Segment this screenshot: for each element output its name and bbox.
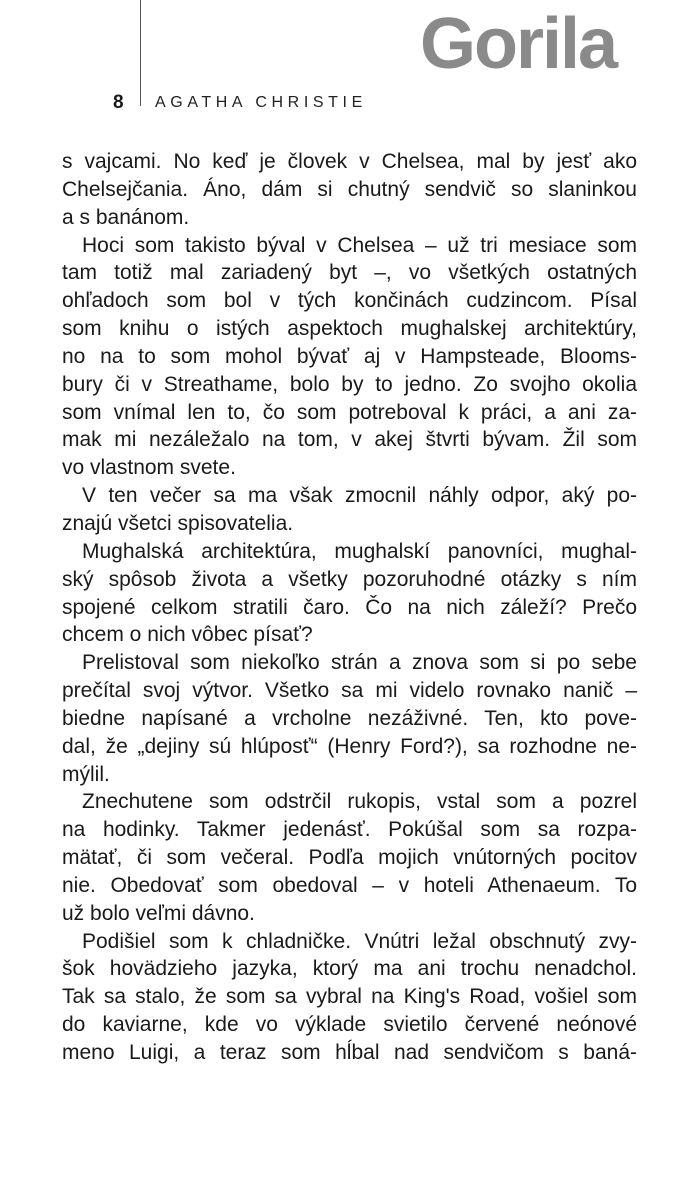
text-line: Prelistoval som niekoľko strán a znova som si po sebe (82, 651, 637, 675)
text-line: Mughalská architektúra, mughalskí panovníci, mughal- (82, 539, 637, 563)
text-line: biedne napísané a vrcholne nezáživné. Ten, kto pove- (62, 706, 637, 730)
text-line: ohľadoch som bol v tých končinách cudzincom. Písal (62, 289, 637, 313)
text-line: šok hovädzieho jazyka, ktorý ma ani trochu nenadchol. (62, 957, 637, 981)
page-number: 8 (113, 92, 124, 113)
text-line: znajú všetci spisovatelia. (62, 511, 294, 535)
text-line: mýlil. (62, 762, 110, 786)
body-text (62, 148, 637, 1067)
text-line: chcem o nich vôbec písať? (62, 623, 313, 647)
paragraph (62, 649, 637, 788)
text-line: Chelsejčania. Áno, dám si chutný sendvič so slaninkou (62, 177, 637, 201)
text-line: do kaviarne, kde vo výklade svietilo červené neónové (62, 1013, 637, 1037)
watermark-logo: Gorila (420, 4, 617, 84)
text-line: Hoci som takisto býval v Chelsea – už tri mesiace som (82, 233, 637, 257)
text-line: ský spôsob života a všetky pozoruhodné otázky s ním (62, 567, 637, 591)
text-line: už bolo veľmi dávno. (62, 901, 255, 925)
paragraph (62, 928, 637, 1067)
text-line: nie. Obedovať som obedoval – v hoteli Athenaeum. To (62, 873, 637, 897)
text-line: mätať, či som večeral. Podľa mojich vnútorných pocitov (62, 846, 637, 870)
text-line: a s banánom. (62, 205, 190, 229)
text-line: meno Luigi, a teraz som hĺbal nad sendvičom s baná- (62, 1041, 637, 1064)
paragraph (62, 538, 637, 649)
paragraph (62, 482, 637, 538)
text-line: prečítal svoj výtvor. Všetko sa mi videlo rovnako nanič – (62, 679, 637, 703)
text-line: Tak sa stalo, že som sa vybral na King's Road, vošiel som (62, 985, 637, 1009)
running-title: AGATHA CHRISTIE (155, 94, 367, 111)
paragraph (62, 788, 637, 927)
text-line: som knihu o istých aspektoch mughalskej architektúry, (62, 317, 637, 341)
text-line: som vnímal len to, čo som potreboval k práci, a ani za- (62, 400, 637, 424)
text-line: s vajcami. No keď je človek v Chelsea, mal by jesť ako (62, 150, 637, 173)
text-line: vo vlastnom svete. (62, 456, 236, 480)
text-line: dal, že „dejiny sú hlúposť“ (Henry Ford?), sa rozhodne ne- (62, 734, 637, 758)
paragraph (62, 232, 637, 483)
text-line: Podišiel som k chladničke. Vnútri ležal obschnutý zvy- (82, 929, 637, 953)
text-line: na hodinky. Takmer jedenásť. Pokúšal som sa rozpa- (62, 818, 637, 842)
text-line: mak mi nezáležalo na tom, v akej štvrti bývam. Žil som (62, 428, 637, 452)
text-line: no na to som mohol bývať aj v Hampsteade, Blooms- (62, 344, 637, 368)
text-line: Znechutene som odstrčil rukopis, vstal som a pozrel (82, 790, 637, 814)
text-line: V ten večer sa ma však zmocnil náhly odpor, aký po- (82, 484, 637, 508)
text-line: tam totiž mal zariadený byt –, vo všetkých ostatných (62, 261, 637, 285)
header-divider-rule (140, 0, 141, 106)
text-line: bury či v Streathame, bolo by to jedno. Zo svojho okolia (62, 372, 637, 396)
paragraph (62, 148, 637, 232)
text-line: spojené celkom stratili čaro. Čo na nich záleží? Prečo (62, 595, 637, 619)
